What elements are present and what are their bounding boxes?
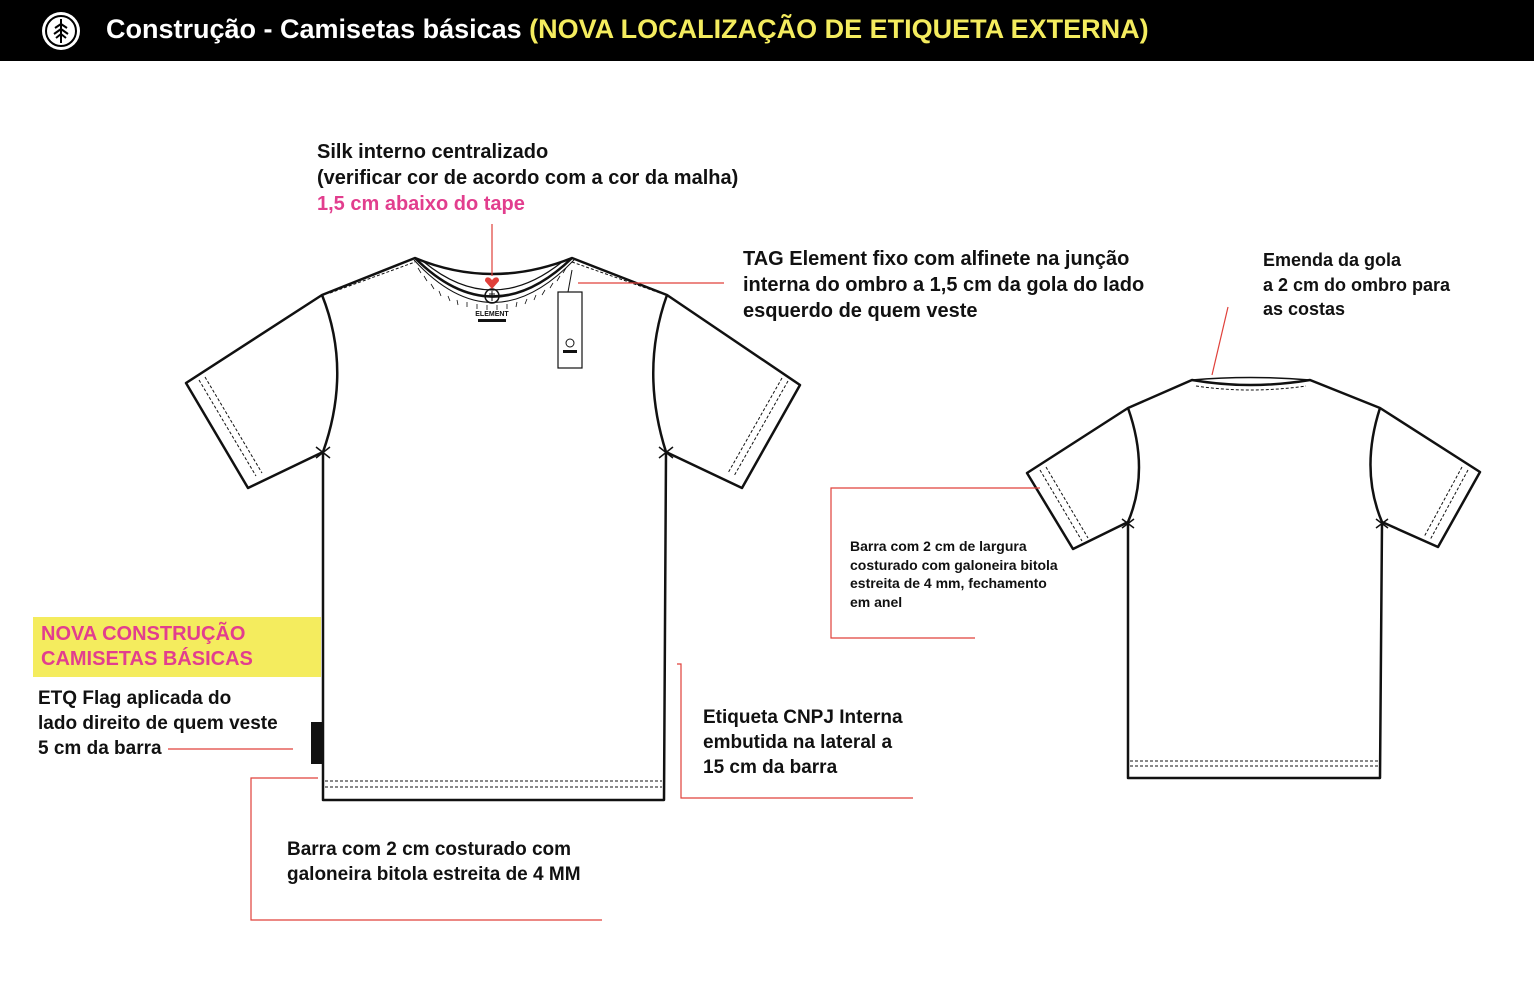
back-tshirt: [1027, 378, 1480, 779]
tag-note: TAG Element fixo com alfinete na junção interna do ombro a 1,5 cm da gola do lado esquerdo de quem veste: [743, 248, 1145, 322]
emenda-note: Emenda da gola a 2 cm do ombro para as costas: [1263, 250, 1451, 319]
barra-manga-note: Barra com 2 cm de largura costurado com galoneira bitola estreita de 4 mm, fechamento em anel: [850, 538, 1058, 610]
silk-note: Silk interno centralizado (verificar cor de acordo com a cor da malha) 1,5 cm abaixo do tape: [317, 141, 739, 215]
nova-construcao-label: NOVA CONSTRUÇÃO CAMISETAS BÁSICAS: [41, 623, 253, 670]
neck-print-brand: ELEMENT: [475, 311, 509, 318]
etq-flag-label: [311, 722, 323, 764]
etq-flag-note: ETQ Flag aplicada do lado direito de quem veste 5 cm da barra: [38, 688, 278, 759]
header-title: Construção - Camisetas básicas (NOVA LOCALIZAÇÃO DE ETIQUETA EXTERNA): [106, 14, 1149, 44]
cnpj-note: Etiqueta CNPJ Interna embutida na lateral a 15 cm da barra: [703, 707, 903, 778]
barra-corpo-note: Barra com 2 cm costurado com galoneira bitola estreita de 4 MM: [287, 839, 581, 885]
leader-emenda: [1212, 307, 1228, 375]
